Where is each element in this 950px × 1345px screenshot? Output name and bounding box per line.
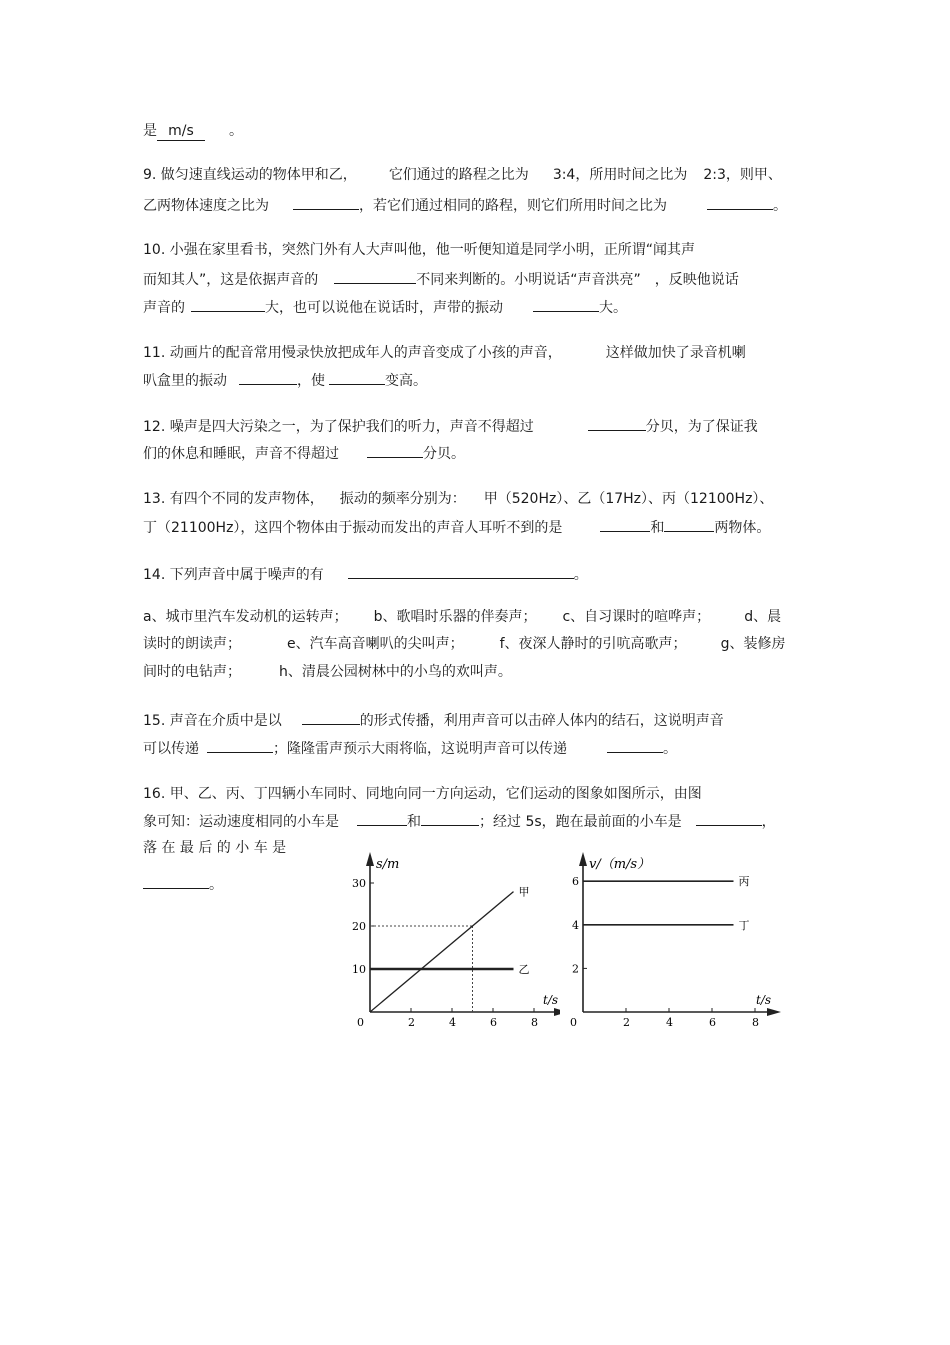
q11-text-2c: 变高。 xyxy=(385,373,427,389)
q9-blank-1[interactable] xyxy=(293,195,359,210)
q13-line1 xyxy=(143,490,773,508)
q14-option-d-end: 读时的朗读声； xyxy=(143,636,241,652)
q13-line2 xyxy=(143,517,770,537)
q12-text-2b: 分贝。 xyxy=(423,446,465,462)
q16-blank-4[interactable] xyxy=(143,874,209,889)
q12-blank-2[interactable] xyxy=(367,443,423,458)
q15-line2 xyxy=(143,738,677,758)
q13-text-2a: 丁（21100Hz），这四个物体由于振动而发出的声音人耳听不到的是 xyxy=(143,520,563,536)
q15-blank-3[interactable] xyxy=(607,738,663,753)
q10-blank-2[interactable] xyxy=(191,297,265,312)
x-tick-label: 8 xyxy=(531,1016,538,1028)
q14-option-c: c、自习课时的喧哗声； xyxy=(562,609,711,625)
q14-options-2 xyxy=(143,635,785,653)
y-axis-label: v/（m/s） xyxy=(589,857,651,872)
q10-line3 xyxy=(143,297,627,317)
q11-blank-2[interactable] xyxy=(329,370,385,385)
series-line-甲 xyxy=(370,892,514,1012)
q14-options-3 xyxy=(143,663,512,681)
q15-text-1a: 15. 声音在介质中是以 xyxy=(143,713,282,729)
q11-line1 xyxy=(143,344,746,362)
x-tick-label: 2 xyxy=(623,1016,630,1028)
y-tick-label: 6 xyxy=(572,875,579,889)
q15-text-2b: ；隆隆雷声预示大雨将临，这说明声音可以传递 xyxy=(273,741,567,757)
q13-blank-2[interactable] xyxy=(664,517,714,532)
q15-text-2a: 可以传递 xyxy=(143,741,199,757)
x-tick-label: 4 xyxy=(666,1016,673,1028)
q16-line2 xyxy=(143,811,776,831)
q16-line1 xyxy=(143,785,702,803)
x-tick-label: 8 xyxy=(752,1016,759,1028)
y-tick-label: 20 xyxy=(352,920,366,933)
x-tick-label: 4 xyxy=(449,1016,456,1028)
q10-blank-1[interactable] xyxy=(334,269,416,284)
q12-text-1b: 分贝，为了保证我 xyxy=(645,419,758,435)
x-axis-label: t/s xyxy=(756,993,772,1007)
q10-text-2b: 不同来判断的。小明说话“声音洪亮” xyxy=(416,272,641,288)
q10-text-3b: 大，也可以说他在说话时，声带的振动 xyxy=(265,300,503,316)
q15-text-1b: 的形式传播，利用声音可以击碎人体内的结石，这说明声音 xyxy=(359,713,724,729)
s-t-graph xyxy=(340,848,560,1028)
q16-text-2a: 象可知：运动速度相同的小车是 xyxy=(143,814,339,830)
series-label-乙: 乙 xyxy=(518,963,530,976)
y-tick-label: 10 xyxy=(352,963,366,976)
q15-text-2c: 。 xyxy=(663,741,677,757)
q9-blank-2[interactable] xyxy=(707,195,773,210)
q14-option-f: f、夜深人静时的引吭高歌声； xyxy=(499,636,687,652)
q16-text-2d: ， xyxy=(761,814,776,830)
q14-text-end: 。 xyxy=(573,567,588,583)
q9-text-f: ，若它们通过相同的路程，则它们所用时间之比为 xyxy=(359,198,667,214)
series-label-丁: 丁 xyxy=(738,918,750,932)
q9-line1 xyxy=(143,166,782,184)
q14-option-g-start: g、装修房 xyxy=(720,636,786,652)
q16-text-2b: 和 xyxy=(407,814,421,830)
q13-text-1a: 13. 有四个不同的发声物体， xyxy=(143,491,324,507)
x-axis-label: t/s xyxy=(543,993,559,1007)
q16-line3 xyxy=(143,839,286,857)
q13-text-2c: 两物体。 xyxy=(714,520,771,536)
q13-blank-1[interactable] xyxy=(600,517,650,532)
q11-text-1b: 这样做加快了录音机喇 xyxy=(605,345,746,361)
q10-text-2c: ，反映他说话 xyxy=(654,272,739,288)
q9-text-c: 3:4，所用时间之比为 xyxy=(552,167,688,183)
v-t-graph xyxy=(566,848,786,1028)
q14-options-1 xyxy=(143,608,781,626)
q15-blank-1[interactable] xyxy=(302,710,360,725)
q14-text-stem: 14. 下列声音中属于噪声的有 xyxy=(143,567,324,583)
q11-text-2b: ，使 xyxy=(297,373,325,389)
q16-blank-1[interactable] xyxy=(357,811,407,826)
q9-text-d: 2:3，则甲、 xyxy=(703,167,782,183)
q11-line2 xyxy=(143,370,427,390)
q12-text-2a: 们的休息和睡眠，声音不得超过 xyxy=(143,446,339,462)
q9-text-b: 它们通过的路程之比为 xyxy=(388,167,529,183)
q12-line1 xyxy=(143,416,758,436)
series-label-丙: 丙 xyxy=(738,875,750,889)
q10-text-2a: 而知其人”，这是依据声音的 xyxy=(143,272,319,288)
q15-blank-2[interactable] xyxy=(207,738,273,753)
q8-suffix: 。 xyxy=(229,123,243,139)
q14-option-d-start: d、晨 xyxy=(744,609,782,625)
x-tick-label: 6 xyxy=(490,1016,497,1028)
x-axis-arrow xyxy=(554,1008,560,1016)
q14-stem xyxy=(143,564,588,584)
q14-blank[interactable] xyxy=(348,564,574,579)
q11-blank-1[interactable] xyxy=(239,370,297,385)
y-tick-label: 4 xyxy=(572,918,579,932)
q14-option-b: b、歌唱时乐器的伴奏声； xyxy=(373,609,537,625)
x-axis-arrow xyxy=(767,1008,781,1016)
q8-line xyxy=(143,122,243,141)
q16-text-3: 落 在 最 后 的 小 车 是 xyxy=(143,840,287,856)
q14-option-h: h、清晨公园树林中的小鸟的欢叫声。 xyxy=(279,664,512,680)
q10-blank-3[interactable] xyxy=(533,297,599,312)
q10-text-1: 10. 小强在家里看书，突然门外有人大声叫他，他一听便知道是同学小明，正所谓“闻其声 xyxy=(143,242,695,258)
q16-line4 xyxy=(143,874,223,894)
q13-text-1b: 振动的频率分别为： xyxy=(339,491,466,507)
q10-line1 xyxy=(143,241,695,259)
x-tick-label: 0 xyxy=(357,1016,364,1028)
q14-option-a: a、城市里汽车发动机的运转声； xyxy=(143,609,348,625)
q12-text-1a: 12. 噪声是四大污染之一，为了保护我们的听力，声音不得超过 xyxy=(143,419,534,435)
q13-text-2b: 和 xyxy=(650,520,665,536)
q12-line2 xyxy=(143,443,465,463)
q8-prefix: 是 xyxy=(143,123,157,139)
y-tick-label: 2 xyxy=(572,962,579,976)
y-tick-label: 30 xyxy=(352,877,366,890)
y-axis-arrow xyxy=(579,852,587,866)
q9-text-a: 9. 做匀速直线运动的物体甲和乙， xyxy=(143,167,357,183)
q16-blank-3[interactable] xyxy=(696,811,762,826)
q16-text-4: 。 xyxy=(209,877,223,893)
series-label-甲: 甲 xyxy=(518,885,530,899)
q16-text-2c: ；经过 5s，跑在最前面的小车是 xyxy=(479,814,682,830)
x-tick-label: 2 xyxy=(408,1016,415,1028)
q14-option-g-end: 间时的电钻声； xyxy=(143,664,241,680)
q11-text-1a: 11. 动画片的配音常用慢录快放把成年人的声音变成了小孩的声音， xyxy=(143,345,562,361)
x-tick-label: 6 xyxy=(709,1016,716,1028)
q9-line2 xyxy=(143,195,787,215)
q10-text-3c: 大。 xyxy=(599,300,627,316)
q16-text-1: 16. 甲、乙、丙、丁四辆小车同时、同地向同一方向运动，它们运动的图象如图所示，由图 xyxy=(143,786,702,802)
q13-text-1c: 甲（520Hz）、乙（17Hz）、丙（12100Hz）、 xyxy=(483,491,774,507)
q10-line2 xyxy=(143,269,739,289)
q14-option-e: e、汽车高音喇叭的尖叫声； xyxy=(287,636,464,652)
q12-blank-1[interactable] xyxy=(588,416,646,431)
q8-answer-blank[interactable]: m/s xyxy=(157,122,205,141)
q11-text-2a: 叭盒里的振动 xyxy=(143,373,227,389)
q9-text-g: 。 xyxy=(773,198,787,214)
q16-blank-2[interactable] xyxy=(421,811,479,826)
x-tick-label: 0 xyxy=(570,1016,577,1028)
q9-text-e: 乙两物体速度之比为 xyxy=(143,198,269,214)
y-axis-label: s/m xyxy=(376,857,400,872)
q10-text-3a: 声音的 xyxy=(143,300,185,316)
y-axis-arrow xyxy=(366,852,374,866)
q15-line1 xyxy=(143,710,724,730)
